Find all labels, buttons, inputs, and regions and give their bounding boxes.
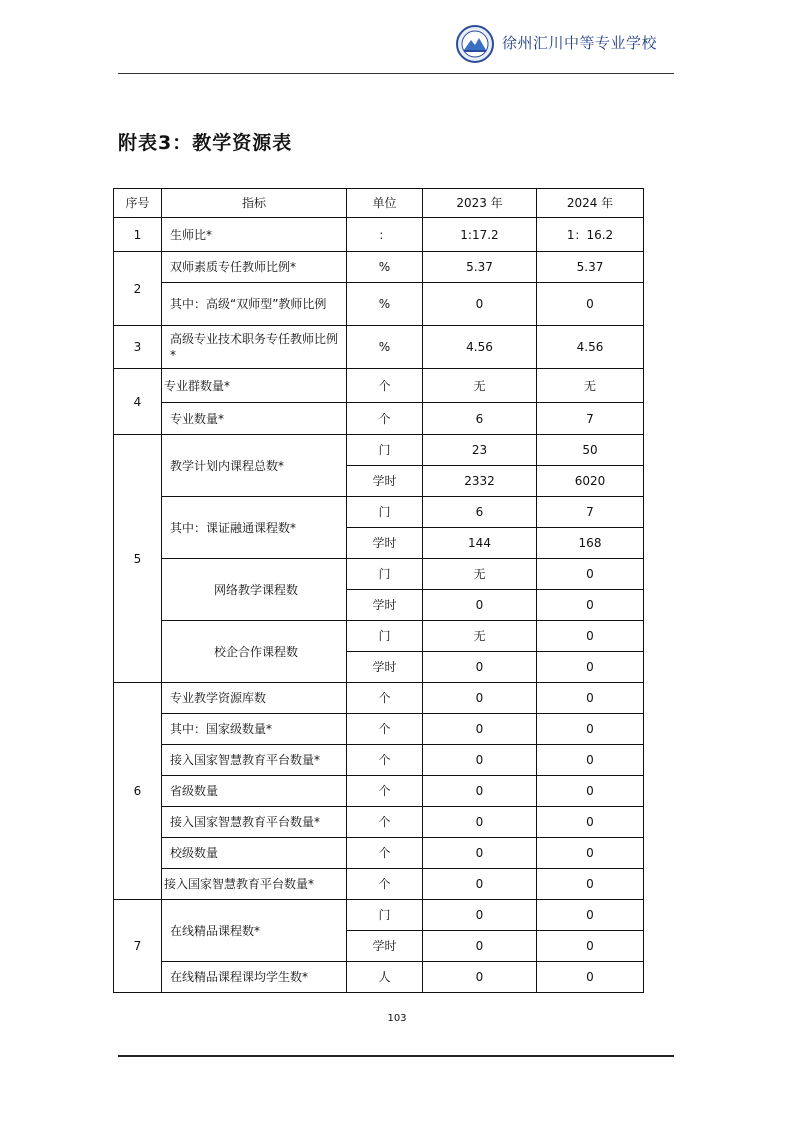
value-2024-cell: 4.56	[537, 326, 644, 369]
unit-cell: %	[347, 252, 423, 283]
table-row	[114, 252, 644, 283]
value-2024-cell: 0	[537, 807, 644, 838]
unit-cell: 个	[347, 403, 423, 435]
unit-cell: 门	[347, 900, 423, 931]
value-2024-cell: 0	[537, 559, 644, 590]
value-2024-cell: 0	[537, 652, 644, 683]
table-row	[114, 559, 644, 590]
value-2023-cell: 无	[423, 621, 537, 652]
value-2023-cell: 1:17.2	[423, 218, 537, 252]
value-2024-cell: 0	[537, 931, 644, 962]
indicator-cell: 接入国家智慧教育平台数量*	[162, 869, 347, 900]
seq-cell: 5	[114, 435, 162, 683]
value-2024-cell: 0	[537, 621, 644, 652]
page-number: 103	[387, 1013, 407, 1024]
column-header-2024: 2024 年	[537, 189, 644, 218]
table-row	[114, 869, 644, 900]
indicator-cell: 在线精品课程数*	[162, 900, 347, 962]
table-header-row	[114, 189, 644, 218]
value-2024-cell: 0	[537, 745, 644, 776]
seq-cell: 2	[114, 252, 162, 326]
value-2023-cell: 0	[423, 776, 537, 807]
table-row	[114, 326, 644, 369]
value-2023-cell: 0	[423, 745, 537, 776]
seq-cell: 4	[114, 369, 162, 435]
value-2023-cell: 4.56	[423, 326, 537, 369]
value-2024-cell: 0	[537, 683, 644, 714]
header-divider	[118, 73, 674, 74]
indicator-cell: 校级数量	[162, 838, 347, 869]
teaching-resources-table	[113, 188, 644, 993]
indicator-cell: 网络教学课程数	[162, 559, 347, 621]
unit-cell: 门	[347, 435, 423, 466]
seq-cell: 3	[114, 326, 162, 369]
unit-cell: 门	[347, 621, 423, 652]
page-header	[0, 0, 794, 76]
value-2024-cell: 50	[537, 435, 644, 466]
unit-cell: 学时	[347, 652, 423, 683]
value-2023-cell: 0	[423, 838, 537, 869]
unit-cell: 学时	[347, 931, 423, 962]
value-2024-cell: 0	[537, 869, 644, 900]
value-2023-cell: 0	[423, 807, 537, 838]
value-2024-cell: 6020	[537, 466, 644, 497]
indicator-cell: 其中：高级“双师型”教师比例	[162, 283, 347, 326]
value-2023-cell: 6	[423, 403, 537, 435]
footer-divider	[118, 1055, 674, 1057]
value-2023-cell: 6	[423, 497, 537, 528]
indicator-cell: 专业数量*	[162, 403, 347, 435]
table-row	[114, 714, 644, 745]
table-row	[114, 745, 644, 776]
table-row	[114, 435, 644, 466]
table-row	[114, 497, 644, 528]
value-2024-cell: 0	[537, 900, 644, 931]
table-row	[114, 218, 644, 252]
school-emblem-icon	[456, 25, 494, 63]
unit-cell: 学时	[347, 590, 423, 621]
value-2024-cell: 0	[537, 838, 644, 869]
value-2023-cell: 5.37	[423, 252, 537, 283]
unit-cell: 学时	[347, 528, 423, 559]
column-header-indicator: 指标	[162, 189, 347, 218]
indicator-cell: 接入国家智慧教育平台数量*	[162, 745, 347, 776]
value-2024-cell: 0	[537, 714, 644, 745]
value-2023-cell: 0	[423, 590, 537, 621]
value-2024-cell: 1：16.2	[537, 218, 644, 252]
indicator-cell: 专业群数量*	[162, 369, 347, 403]
value-2023-cell: 0	[423, 931, 537, 962]
value-2023-cell: 无	[423, 369, 537, 403]
indicator-cell: 省级数量	[162, 776, 347, 807]
unit-cell: 个	[347, 807, 423, 838]
value-2024-cell: 0	[537, 776, 644, 807]
table-row	[114, 962, 644, 993]
unit-cell: 个	[347, 838, 423, 869]
unit-cell: 人	[347, 962, 423, 993]
table-row	[114, 369, 644, 403]
column-header-unit: 单位	[347, 189, 423, 218]
indicator-cell: 在线精品课程课均学生数*	[162, 962, 347, 993]
value-2024-cell: 5.37	[537, 252, 644, 283]
page-title: 附表3：教学资源表	[118, 132, 293, 154]
value-2023-cell: 23	[423, 435, 537, 466]
table-row	[114, 283, 644, 326]
indicator-cell: 校企合作课程数	[162, 621, 347, 683]
value-2024-cell: 无	[537, 369, 644, 403]
indicator-cell: 双师素质专任教师比例*	[162, 252, 347, 283]
value-2023-cell: 144	[423, 528, 537, 559]
table-row	[114, 621, 644, 652]
unit-cell: 个	[347, 745, 423, 776]
indicator-cell: 生师比*	[162, 218, 347, 252]
value-2024-cell: 168	[537, 528, 644, 559]
value-2024-cell: 7	[537, 403, 644, 435]
table-row	[114, 807, 644, 838]
unit-cell: 个	[347, 869, 423, 900]
unit-cell: ：	[347, 218, 423, 252]
table-row	[114, 838, 644, 869]
indicator-cell: 高级专业技术职务专任教师比例*	[162, 326, 347, 369]
indicator-cell: 其中：课证融通课程数*	[162, 497, 347, 559]
value-2023-cell: 0	[423, 869, 537, 900]
seq-cell: 6	[114, 683, 162, 900]
value-2023-cell: 0	[423, 683, 537, 714]
seq-cell: 1	[114, 218, 162, 252]
value-2023-cell: 无	[423, 559, 537, 590]
unit-cell: 门	[347, 559, 423, 590]
value-2023-cell: 0	[423, 283, 537, 326]
table-row	[114, 683, 644, 714]
value-2023-cell: 0	[423, 962, 537, 993]
table-row	[114, 776, 644, 807]
unit-cell: 个	[347, 369, 423, 403]
value-2024-cell: 0	[537, 962, 644, 993]
value-2023-cell: 0	[423, 900, 537, 931]
seq-cell: 7	[114, 900, 162, 993]
school-name: 徐州汇川中等专业学校	[502, 34, 658, 52]
table-row	[114, 403, 644, 435]
value-2023-cell: 2332	[423, 466, 537, 497]
value-2023-cell: 0	[423, 652, 537, 683]
indicator-cell: 其中：国家级数量*	[162, 714, 347, 745]
unit-cell: 个	[347, 776, 423, 807]
unit-cell: 学时	[347, 466, 423, 497]
unit-cell: 个	[347, 683, 423, 714]
indicator-cell: 教学计划内课程总数*	[162, 435, 347, 497]
value-2024-cell: 0	[537, 590, 644, 621]
value-2024-cell: 7	[537, 497, 644, 528]
unit-cell: %	[347, 283, 423, 326]
value-2023-cell: 0	[423, 714, 537, 745]
unit-cell: %	[347, 326, 423, 369]
value-2024-cell: 0	[537, 283, 644, 326]
column-header-seq: 序号	[114, 189, 162, 218]
table-row	[114, 900, 644, 931]
unit-cell: 门	[347, 497, 423, 528]
indicator-cell: 接入国家智慧教育平台数量*	[162, 807, 347, 838]
indicator-cell: 专业教学资源库数	[162, 683, 347, 714]
unit-cell: 个	[347, 714, 423, 745]
column-header-2023: 2023 年	[423, 189, 537, 218]
